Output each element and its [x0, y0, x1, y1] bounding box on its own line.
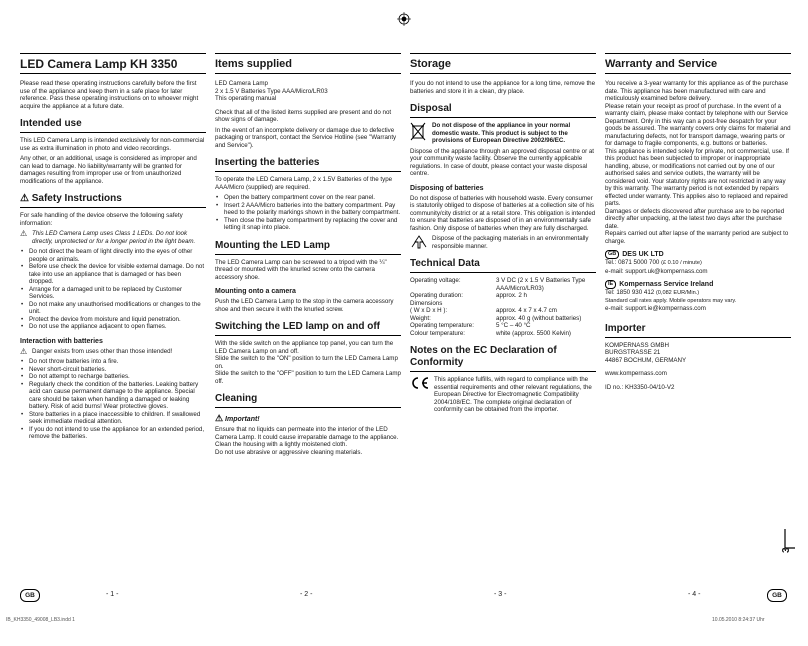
- mounting-text: The LED Camera Lamp can be screwed to a tripod with the ¼" thread or mounted with the knurled screw onto the camera accessory shoe.: [215, 258, 387, 281]
- safety-heading-label: Safety Instructions: [31, 193, 122, 204]
- battery-warning: [20, 348, 206, 356]
- contact-rate: (0,082 EUR/Min.): [655, 290, 700, 296]
- language-badge-right: GB: [767, 589, 787, 602]
- spec-value: [496, 300, 596, 308]
- technical-heading: Technical Data: [410, 256, 596, 273]
- crossed-bin-icon: [410, 122, 426, 142]
- warning-icon: ⚠: [215, 413, 224, 423]
- contact-ie: [605, 280, 791, 313]
- spec-label: Weight:: [410, 314, 431, 322]
- contact-tel: Tel: 1850 930 412: [605, 289, 655, 296]
- contact-email[interactable]: e-mail: support.uk@kompernass.com: [605, 267, 708, 275]
- warranty-text-5: Repairs carried out after lapse of the warranty period are subject to charge.: [605, 230, 789, 245]
- list-item: • Protect the device from moisture and liquid penetration.: [20, 316, 206, 324]
- batteries-list: [20, 358, 206, 441]
- warranty-text-4: Damages or defects discovered after purchase are to be reported directly after unpacking, at the latest two days after the purchase date.: [605, 207, 785, 230]
- safety-list: [20, 248, 206, 331]
- document-title: LED Camera Lamp KH 3350: [20, 56, 206, 74]
- intro-text: Please read these operating instructions carefully before the first use of the appliance and keep them in a safe place for later reference. Pass these operating instructions on to whoever might acquire the appliance at a future date.: [20, 80, 199, 110]
- list-item: • Regularly check the condition of the batteries. Leaking battery acid can cause permanent damage to the appliance. Special care should be taken when handling a damaged or leaking battery. Risk of acid burns! Wear protective gloves.: [20, 381, 206, 411]
- page-number-4: - 4 -: [688, 591, 701, 598]
- list-item: • Do not throw batteries into a fire.: [20, 358, 206, 366]
- list-item: • Store batteries in a place inaccessible to children. If swallowed seek immediate medical attention.: [20, 411, 206, 426]
- table-row: [410, 307, 596, 315]
- disposing-batteries-heading: Disposing of batteries: [410, 184, 484, 192]
- contact-note: Standard call rates apply. Mobile operators may vary.: [605, 297, 737, 304]
- table-row: [410, 315, 596, 323]
- packaging-text: Dispose of the packaging materials in an environmentally responsible manner.: [432, 235, 589, 250]
- spec-label: Operating temperature:: [410, 322, 474, 329]
- battery-warning-text: Danger exists from uses other than those intended!: [32, 347, 173, 355]
- intended-use-text: This LED Camera Lamp is intended exclusively for non-commercial use as extra illumination in photo and video recordings.: [20, 137, 205, 152]
- items-supplied-list: [215, 80, 401, 103]
- spec-value: approx. 2 h: [496, 292, 527, 299]
- list-item: • Insert 2 AAA/Micro batteries into the battery compartment. Pay heed to the polarity markings shown in the battery compartment.: [215, 202, 401, 217]
- list-item: • Do not direct the beam of light directly into the eyes of other people or animals.: [20, 248, 206, 263]
- mounting-camera-heading: Mounting onto a camera: [215, 288, 296, 295]
- column-1: [20, 53, 206, 444]
- disposal-text: Dispose of the appliance through an approved disposal centre or at your community waste facility. Observe the currently applicable regulations. In case of doubt, please contact your waste disposal centre.: [410, 147, 595, 177]
- list-item: • Before use check the device for visible external damage. Do not take into use an appliance that is damaged or has been dropped.: [20, 263, 206, 286]
- table-row: [410, 277, 596, 292]
- spec-label: Operating voltage:: [410, 277, 461, 284]
- list-item: • Open the battery compartment cover on the rear panel.: [215, 194, 401, 202]
- technical-table: [410, 277, 596, 337]
- disposal-heading: Disposal: [410, 101, 596, 118]
- contact-email[interactable]: e-mail: support.ie@kompernass.com: [605, 305, 706, 312]
- supplied-item: This operating manual: [215, 95, 277, 102]
- spec-value: white (approx. 5500 Kelvin): [496, 329, 571, 337]
- led-warning-text: This LED Camera Lamp uses Class 1 LEDs. Do not look directly, unprotected or for a longer period in the light beam.: [32, 230, 196, 245]
- list-item: • Do not make any unauthorised modifications or changes to the unit.: [20, 301, 206, 316]
- contact-rate: (£ 0.10 / minute): [661, 260, 702, 266]
- important-label: [215, 414, 401, 424]
- cleaning-text-1: Ensure that no liquids can permeate into the interior of the LED Camera Lamp. It could cause irreparable damage to the appliance.: [215, 426, 399, 441]
- list-item: • Do not attempt to recharge batteries.: [20, 373, 206, 381]
- spec-value: 5 °C – 40 °C: [496, 322, 531, 329]
- intended-use-heading: Intended use: [20, 116, 206, 133]
- column-3: [410, 53, 596, 417]
- disposal-notice: [410, 122, 596, 145]
- column-2: [215, 53, 401, 459]
- ec-text: This appliance fulfills, with regard to compliance with the essential requirements and other relevant regulations, the European Directive for Electromagnetic Compatibility 2004/108/EC. The complete original declaration of conformity can be obtained from the importer.: [434, 376, 592, 413]
- spec-label: Dimensions: [410, 299, 443, 307]
- divider: [215, 53, 401, 54]
- print-slug-file: IB_KH3350_49008_LB3.indd 1: [6, 617, 75, 623]
- page-number-2: - 2 -: [300, 591, 313, 598]
- cleaning-heading: Cleaning: [215, 391, 401, 408]
- list-item: • Then close the battery compartment by replacing the cover and letting it snap into place.: [215, 217, 401, 232]
- table-row: [410, 322, 596, 330]
- table-row: [410, 330, 596, 338]
- divider: [20, 53, 206, 54]
- print-slug-date: 10.05.2010 8:24:37 Uhr: [712, 617, 765, 623]
- led-warning: [20, 230, 206, 245]
- list-item: • Arrange for a damaged unit to be replaced by Customer Services.: [20, 286, 206, 301]
- importer-heading: Importer: [605, 321, 791, 338]
- spec-label: Operating duration:: [410, 292, 463, 299]
- warranty-text-2: Please retain your receipt as proof of purchase. In the event of a warranty claim, please make contact by telephone with our Service Department. Only in this way can a post-free despatch for your goods be assured. The warranty covers only claims for material and manufacturing defects, not for transport damage, wearing parts or for damage to fragile components, e.g. buttons or batteries.: [605, 102, 791, 147]
- warning-icon: ⚠: [20, 346, 28, 356]
- switching-text-3: Slide the switch to the "OFF" position to turn the LED Camera Lamp off.: [215, 370, 401, 385]
- list-item: • If you do not intend to use the appliance for an extended period, remove the batteries.: [20, 426, 206, 441]
- mounting-heading: Mounting the LED Lamp: [215, 238, 401, 255]
- column-4: [605, 53, 791, 394]
- contact-name: Kompernass Service Ireland: [619, 281, 714, 289]
- disposing-batteries-text: Do not dispose of batteries with household waste. Every consumer is statutorily obliged to dispose of batteries at a collection site of his community/city district or at a retail store. This obligation is intended to ensure that batteries are disposed of in an environmentally safe fashion. Only dispose of batteries when they are fully discharged.: [410, 194, 596, 232]
- supplied-item: LED Camera Lamp: [215, 80, 268, 87]
- safety-intro: For safe handling of the device observe the following safety information:: [20, 212, 183, 227]
- page-number-3: - 3 -: [494, 591, 507, 598]
- spec-value: approx. 4 x 7 x 4.7 cm: [496, 307, 557, 314]
- disposal-bold-text: Do not dispose of the appliance in your normal domestic waste. This product is subject to the provisions of European Directive 2002/96/EC.: [432, 122, 571, 144]
- list-item: • Never short-circuit batteries.: [20, 366, 206, 374]
- ec-heading: Notes on the EC Declaration of Conformity: [410, 343, 596, 372]
- importer-address: [605, 342, 791, 365]
- intended-use-text-2: Any other, or an additional, usage is considered as improper and can lead to damage. No liability/warranty will be granted for damages resulting from improper use or from unauthorized modifications of the appliance.: [20, 155, 197, 185]
- cleaning-text-3: Do not use abrasive or aggressive cleaning materials.: [215, 448, 363, 456]
- safety-heading: [20, 191, 206, 208]
- spec-value: 3 V DC (2 x 1.5 V Batteries Type AAA/Micro/LR03): [496, 277, 586, 292]
- warranty-text-3: This appliance is intended solely for private, not commercial, use. If this product has been subjected to improper or inappropriate handling, abuse, or modifications not carried out by one of our authorised sales and service outlets, the warranty will be considered void. Your statutory rights are not restricted in any way by this warranty. The warranty period is not extended by repairs effected under warranty. This applies also to replaced and repaired parts.: [605, 147, 789, 207]
- items-damage-text: In the event of an incomplete delivery or damage due to defective packaging or transport, contact the Service Hotline (see "Warranty and Service").: [215, 126, 397, 149]
- contact-name: DES UK LTD: [622, 251, 664, 259]
- switching-heading: Switching the LED lamp on and off: [215, 319, 401, 336]
- switching-text-2: Slide the switch to the "ON" position to turn the LED Camera Lamp on.: [215, 355, 398, 370]
- mounting-camera-text: Push the LED Camera Lamp to the stop in the camera accessory shoe and then secure it with the knurled screw.: [215, 298, 394, 313]
- items-check-text: Check that all of the listed items supplied are present and do not show signs of damage.: [215, 108, 392, 123]
- contact-tel: Tel.: 0871 5000 700: [605, 259, 660, 266]
- warning-icon: ⚠: [20, 193, 29, 204]
- inserting-text: To operate the LED Camera Lamp, 2 x 1.5V Batteries of the type AAA/Micro (supplied) are required.: [215, 176, 393, 191]
- switching-text-1: With the slide switch on the appliance top panel, you can turn the LED Camera Lamp on and off.: [215, 340, 394, 355]
- ec-notice: [410, 376, 596, 414]
- divider: [605, 53, 791, 54]
- inserting-heading: Inserting the batteries: [215, 155, 401, 172]
- address-line: KOMPERNASS GMBH: [605, 341, 669, 349]
- importer-web[interactable]: www.kompernass.com: [605, 370, 667, 377]
- divider: [410, 53, 596, 54]
- spec-value: approx. 40 g (without batteries): [496, 314, 582, 322]
- batteries-heading: Interaction with batteries: [20, 337, 103, 345]
- side-page-number: 3: [781, 547, 792, 553]
- country-badge: GB: [605, 250, 619, 259]
- address-line: BURGSTRASSE 21: [605, 349, 661, 356]
- table-row: [410, 292, 596, 300]
- cleaning-text-2: Clean the housing with a lightly moistened cloth.: [215, 441, 348, 448]
- recycle-icon: [410, 235, 428, 249]
- contact-gb: [605, 250, 791, 275]
- list-item: • Do not use the appliance adjacent to open flames.: [20, 323, 206, 331]
- language-badge-left: GB: [20, 589, 40, 602]
- warranty-text-1: You receive a 3-year warranty for this appliance as of the purchase date. This appliance has been manufactured with care and meticulously examined before delivery.: [605, 80, 789, 102]
- supplied-item: 2 x 1.5 V Batteries Type AAA/Micro/LR03: [215, 87, 328, 95]
- country-badge: IE: [605, 280, 616, 289]
- registration-mark-icon: [397, 12, 411, 26]
- warning-icon: ⚠: [20, 229, 28, 238]
- page-number-1: - 1 -: [106, 591, 119, 598]
- warranty-heading: Warranty and Service: [605, 56, 791, 74]
- storage-text: If you do not intend to use the appliance for a long time, remove the batteries and store it in a clean, dry place.: [410, 80, 596, 95]
- address-line: 44867 BOCHUM, GERMANY: [605, 356, 687, 364]
- packaging-notice: [410, 235, 596, 250]
- inserting-list: [215, 194, 401, 232]
- spec-label: Colour temperature:: [410, 329, 466, 337]
- table-row: [410, 300, 596, 308]
- items-supplied-heading: Items supplied: [215, 56, 401, 74]
- ce-mark-icon: [410, 376, 430, 390]
- document-id: ID no.: KH3350-04/10-V2: [605, 383, 675, 391]
- important-text: Important!: [225, 416, 260, 423]
- spec-label: ( W x D x H ):: [410, 307, 448, 314]
- storage-heading: Storage: [410, 56, 596, 74]
